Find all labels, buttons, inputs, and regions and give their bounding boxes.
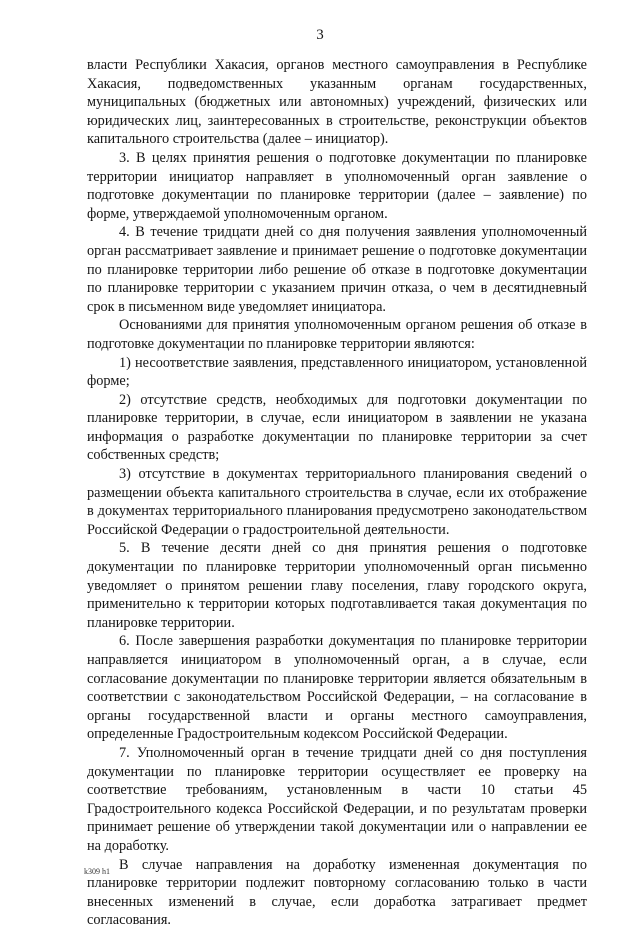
page-number: 3 bbox=[316, 27, 324, 43]
footer-code: k309 h1 bbox=[84, 867, 110, 876]
paragraph: 3) отсутствие в документах территориального планирования сведений о размещении объекта капитального строительства в случае, если их отображение в документах территориального планирования предусмотрено законодательством Российской Федерации о градостроительной деятельности. bbox=[87, 466, 587, 538]
paragraph: Основаниями для принятия уполномоченным органом решения об отказе в подготовке документации по планировке территории являются: bbox=[87, 317, 587, 352]
paragraph: 2) отсутствие средств, необходимых для подготовки документации по планировке территории, в случае, если инициатором в заявлении не указана информация о разработке документации по планировке территории за счет собственных средств; bbox=[87, 391, 587, 464]
paragraph: власти Республики Хакасия, органов местного самоуправления в Республике Хакасия, подведомственных указанным органам государственных, муниципальных (бюджетных или автономных) учреждений, физических или юридических лиц, заинтересованных в строительстве, реконструкции объектов капитального строительства (далее – инициатор). bbox=[87, 57, 587, 148]
paragraph: В случае направления на доработку измененная документация по планировке территории подлежит повторному согласованию только в части внесенных изменений в случае, если доработка затрагивает предмет согласования. bbox=[87, 856, 587, 929]
paragraph: 1) несоответствие заявления, представленного инициатором, установленной форме; bbox=[87, 354, 587, 390]
paragraph: 3. В целях принятия решения о подготовке документации по планировке территории инициатор направляет в уполномоченный орган заявление о подготовке документации по планировке территории (далее – заявление) по форме, утверждаемой уполномоченным органом. bbox=[87, 149, 587, 222]
body-text bbox=[87, 56, 587, 930]
paragraph: 7. Уполномоченный орган в течение тридцати дней со дня поступления документации по планировке территории осуществляет ее проверку на соответствие требованиям, установленным в части 10 статьи 45 Градостроительного кодекса Российской Федерации, и по результатам проверки принимает решение об утверждении такой документации или о направлении ее на доработку. bbox=[87, 744, 587, 854]
paragraph: 6. После завершения разработки документация по планировке территории направляется инициатором в уполномоченный орган, а в случае, если согласование документации по планировке территории является обязательным в соответствии с законодательством Российской Федерации, – на согласование в органы государственной власти и органы местного самоуправления, определенные Градостроительным кодексом Российской Федерации. bbox=[87, 633, 587, 743]
paragraph: 5. В течение десяти дней со дня принятия решения о подготовке документации по планировке территории уполномоченный орган письменно уведомляет о принятом решении главу поселения, главу городского округа, применительно к территории которых подготавливается такая документация по планировке территории. bbox=[87, 540, 587, 631]
paragraph: 4. В течение тридцати дней со дня получения заявления уполномоченный орган рассматривает заявление и принимает решение о подготовке документации по планировке территории либо решение об отказе в подготовке документации по планировке территории с указанием причин отказа, о чем в десятидневный срок в письменном виде уведомляет инициатора. bbox=[87, 224, 587, 315]
